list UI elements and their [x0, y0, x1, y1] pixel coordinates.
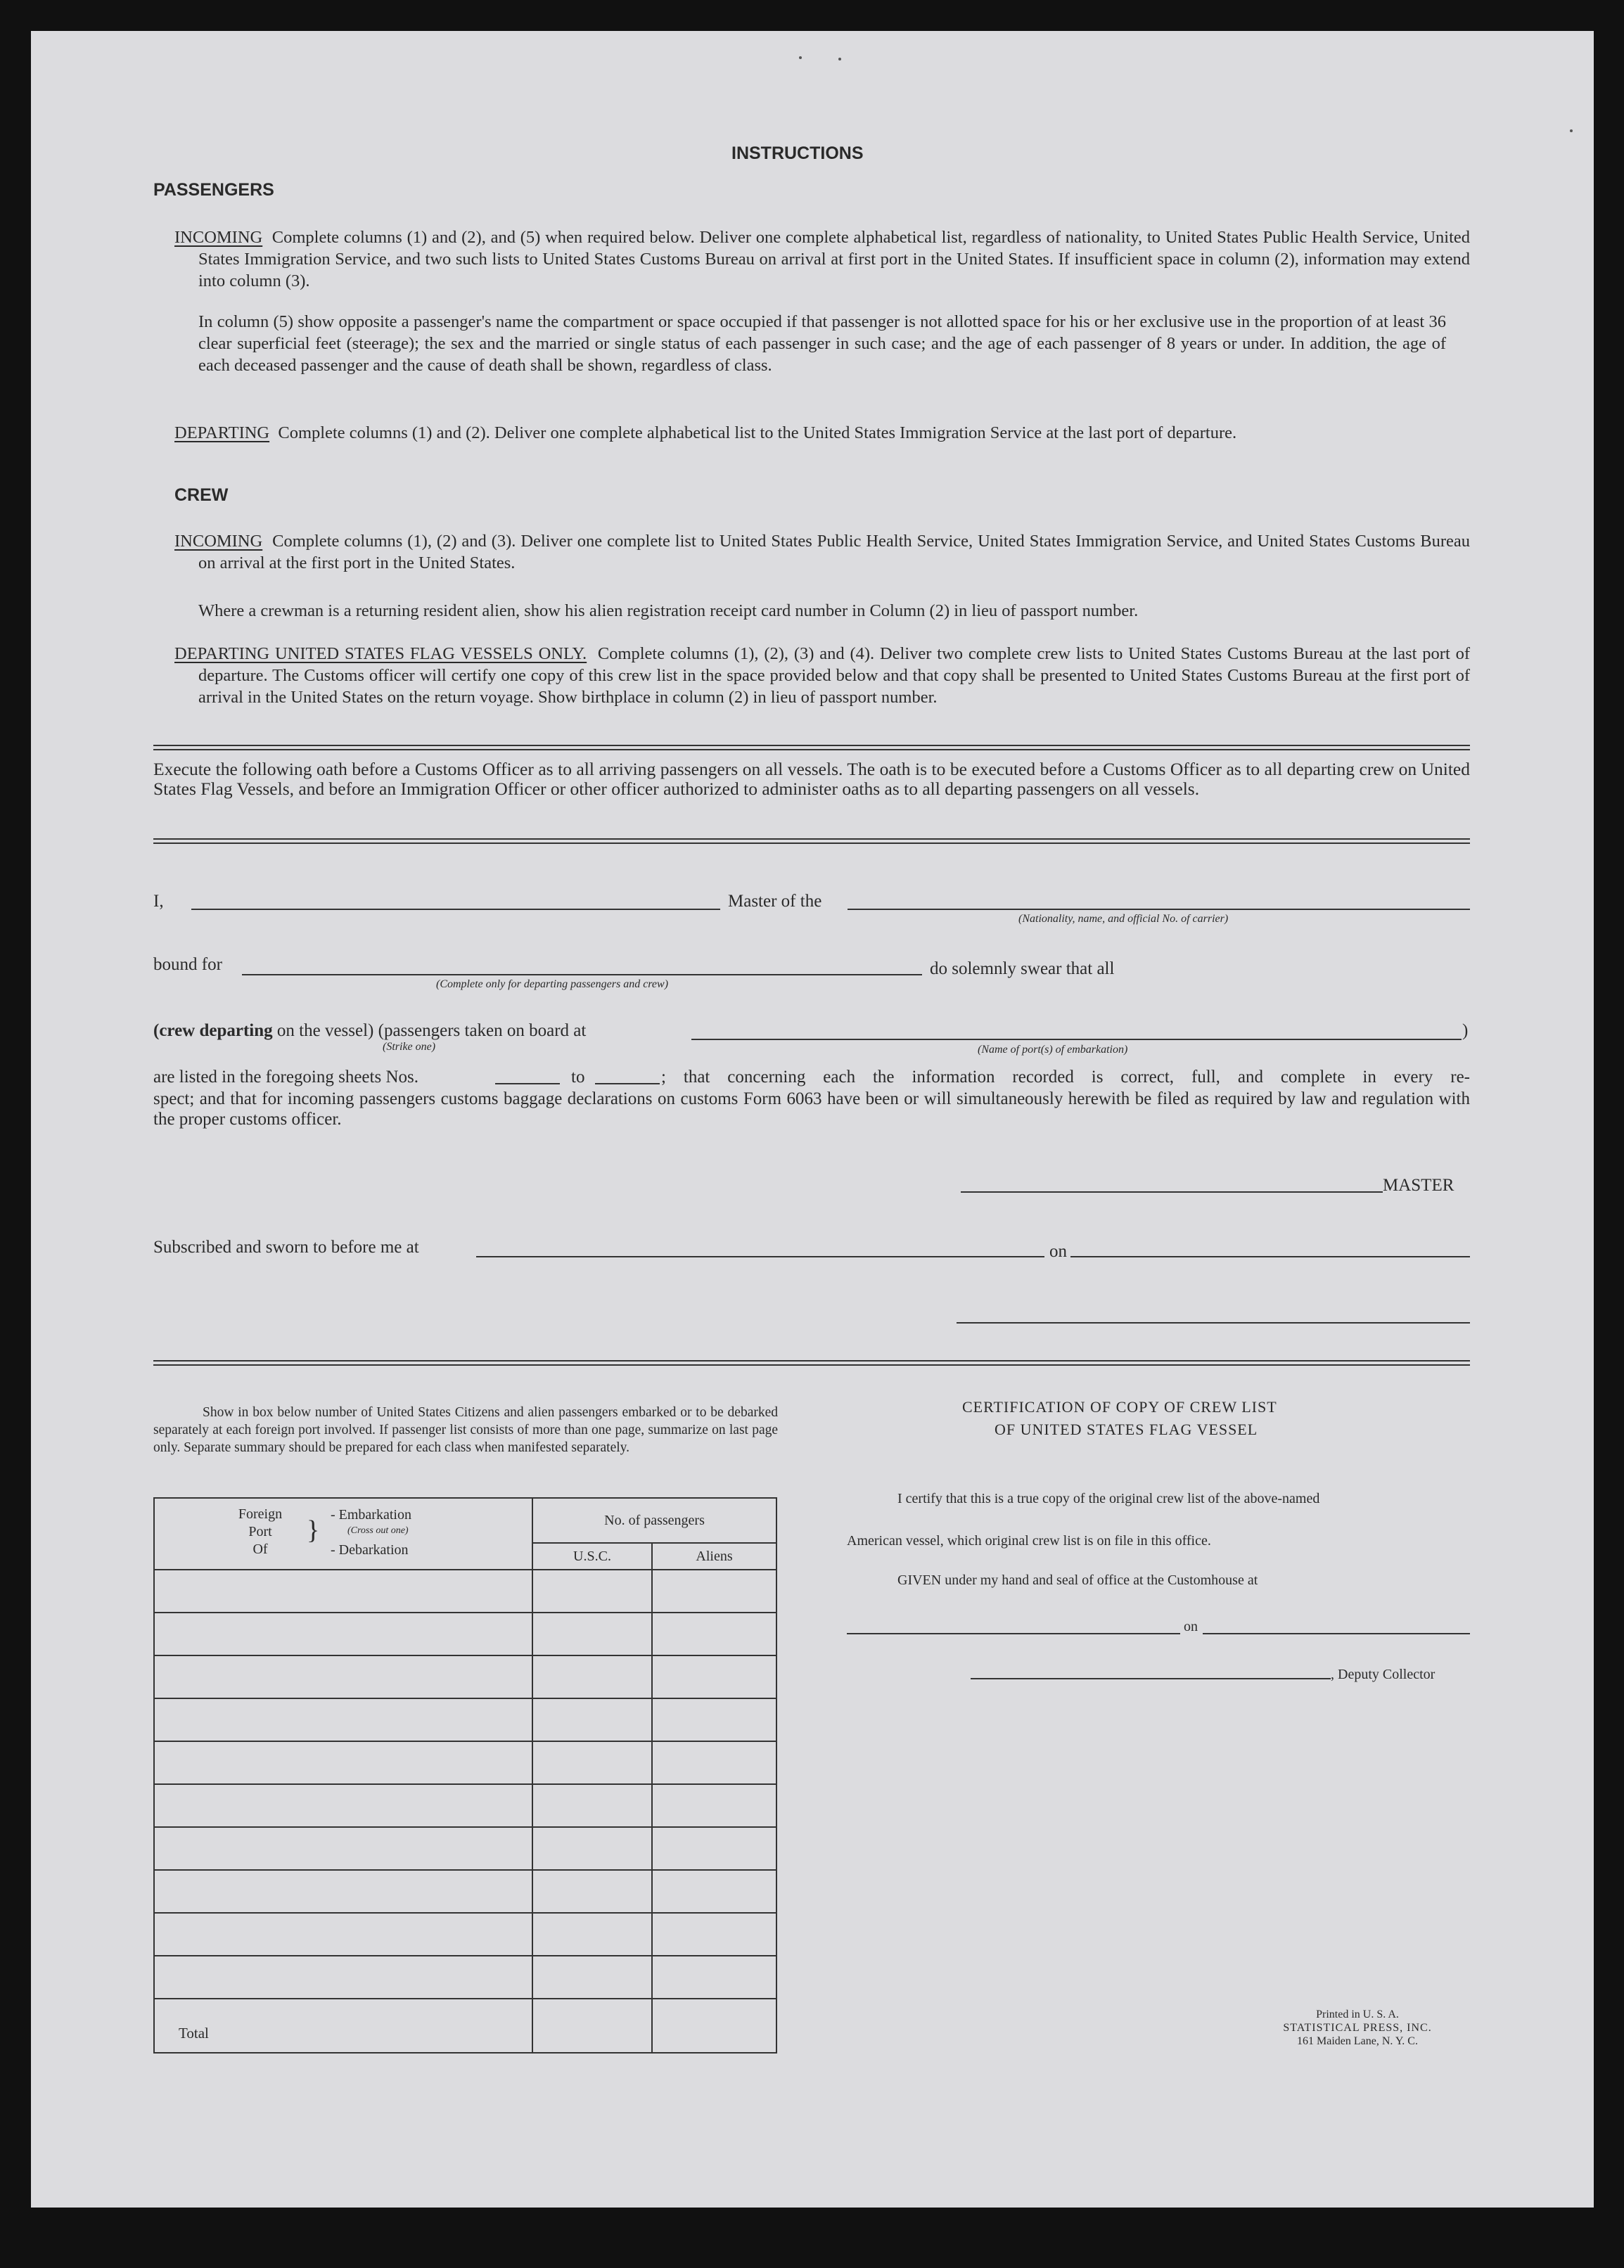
usc-cell[interactable] — [532, 1913, 652, 1956]
usc-cell[interactable] — [532, 1870, 652, 1913]
passengers-incoming-text: Complete columns (1) and (2), and (5) when required below. Deliver one complete alphabetical list, regardless of nationality, to United States Public Health Service, United States Immigration Service, and two such lists to United States Customs Bureau on arrival at first port in the United States. If insufficient space in column (2), information may extend into column (3). — [198, 228, 1470, 290]
usc-total-cell[interactable] — [532, 1999, 652, 2053]
carrier-field[interactable] — [848, 909, 1470, 910]
port-cell[interactable] — [154, 1784, 532, 1827]
certification-line-2: American vessel, which original crew list is on file in this office. — [847, 1533, 1211, 1549]
deputy-collector-label: , Deputy Collector — [1331, 1667, 1436, 1682]
passengers-departing-label: DEPARTING — [174, 423, 270, 442]
passengers-incoming-paragraph — [174, 226, 1470, 292]
passenger-summary-table — [153, 1497, 777, 2054]
port-cell[interactable] — [154, 1913, 532, 1956]
aliens-cell[interactable] — [652, 1655, 776, 1698]
crew-heading: CREW — [174, 485, 229, 505]
port-cell[interactable] — [154, 1956, 532, 1999]
certification-on-label: on — [1184, 1619, 1198, 1634]
bound-for-field[interactable] — [242, 974, 922, 975]
certification-title-1: CERTIFICATION OF COPY OF CREW LIST — [962, 1398, 1277, 1416]
embarkation-option[interactable]: - Embarkation — [331, 1507, 411, 1523]
to-label: to — [571, 1068, 585, 1087]
crew-departing-label: DEPARTING UNITED STATES FLAG VESSELS ONLY. — [174, 644, 587, 663]
usc-cell[interactable] — [532, 1827, 652, 1870]
ports-caption: (Name of port(s) of embarkation) — [978, 1044, 1128, 1056]
sheet-to-field[interactable] — [595, 1083, 660, 1084]
summary-instructions: Show in box below number of United States Citizens and alien passengers embarked or to be debarked separately at each foreign port involved. If passenger list consists of more than one page, summarize on last page only. Separate summary should be prepared for each class when manifested separately. — [153, 1405, 778, 1455]
speck — [838, 58, 841, 60]
port-cell[interactable] — [154, 1827, 532, 1870]
crew-incoming-text: Complete columns (1), (2) and (3). Deliver one complete list to United States Public Health Service, United States Immigration Service, and United States Customs Bureau on arrival at the first port in the United States. — [198, 532, 1471, 572]
divider-double — [153, 745, 1470, 750]
certification-line-3: GIVEN under my hand and seal of office at the Customhouse at — [897, 1572, 1258, 1588]
oath-i-label: I, — [153, 892, 164, 911]
close-paren: ) — [1462, 1021, 1469, 1040]
subscribed-date-field[interactable] — [1070, 1256, 1470, 1257]
strike-caption: (Strike one) — [383, 1041, 436, 1053]
aliens-cell[interactable] — [652, 1613, 776, 1655]
usc-cell[interactable] — [532, 1570, 652, 1613]
total-label: Total — [154, 1999, 532, 2053]
aliens-cell[interactable] — [652, 1827, 776, 1870]
customhouse-field[interactable] — [847, 1633, 1180, 1634]
embarkation-ports-field[interactable] — [691, 1039, 1462, 1040]
port-cell[interactable] — [154, 1741, 532, 1784]
passengers-heading: PASSENGERS — [153, 180, 274, 200]
usc-cell[interactable] — [532, 1784, 652, 1827]
officer-signature-field[interactable] — [957, 1322, 1470, 1324]
master-of-label: Master of the — [728, 892, 822, 911]
no-of-passengers-header: No. of passengers — [532, 1498, 776, 1543]
sheets-rest-text: ; that concerning each the information recorded is correct, full, and complete in every re- — [661, 1068, 1470, 1087]
master-name-field[interactable] — [191, 909, 720, 910]
column5-paragraph: In column (5) show opposite a passenger's name the compartment or space occupied if that passenger is not allotted space for his or her exclusive use in the proportion of at least 36 clear superficial feet (steerage); the sex and the married or single status of each passenger in such case; and the age of each passenger of 8 years or under. In addition, the age of each deceased passenger and the cause of death shall be shown, regardless of class. — [198, 312, 1446, 375]
carrier-caption: (Nationality, name, and official No. of carrier) — [1018, 913, 1229, 925]
foreign-port-of-label: Foreign Port Of — [238, 1506, 283, 1557]
resident-alien-paragraph: Where a crewman is a returning resident alien, show his alien registration receipt card number in Column (2) in lieu of passport number. — [198, 601, 1139, 620]
port-cell[interactable] — [154, 1698, 532, 1741]
certification-date-field[interactable] — [1203, 1633, 1470, 1634]
debarkation-option[interactable]: - Debarkation — [331, 1542, 409, 1558]
strike-option-crew: (crew departing — [153, 1021, 273, 1040]
deputy-collector-field[interactable] — [971, 1678, 1331, 1679]
sheets-label: are listed in the foregoing sheets Nos. — [153, 1068, 418, 1087]
bound-for-caption: (Complete only for departing passengers and crew) — [436, 978, 669, 990]
sheet-from-field[interactable] — [495, 1083, 560, 1084]
aliens-cell[interactable] — [652, 1956, 776, 1999]
certification-line-1: I certify that this is a true copy of the original crew list of the above-named — [897, 1491, 1320, 1506]
instructions-title: INSTRUCTIONS — [731, 143, 864, 163]
aliens-cell[interactable] — [652, 1698, 776, 1741]
divider-double — [153, 838, 1470, 844]
usc-cell[interactable] — [532, 1956, 652, 1999]
crew-departing-oath-label: (crew departing on the vessel) (passengers taken on board at — [153, 1021, 587, 1040]
aliens-cell[interactable] — [652, 1870, 776, 1913]
speck — [799, 56, 802, 59]
aliens-cell[interactable] — [652, 1913, 776, 1956]
swear-label: do solemnly swear that all — [930, 959, 1115, 978]
crew-incoming-paragraph — [174, 530, 1470, 574]
subscribed-place-field[interactable] — [476, 1256, 1044, 1257]
subscribed-label: Subscribed and sworn to before me at — [153, 1238, 419, 1257]
oath-intro: Execute the following oath before a Customs Officer as to all arriving passengers on all vessels. The oath is to be executed before a Customs Officer as to all departing crew on United States Flag Vessels, and before an Immigration Officer or other officer authorized to administer oaths as to all departing passengers on all vessels. — [153, 759, 1470, 799]
foreign-port-header — [154, 1498, 532, 1570]
brace-icon: } — [307, 1516, 320, 1545]
crew-incoming-label: INCOMING — [174, 532, 263, 551]
port-cell[interactable] — [154, 1613, 532, 1655]
usc-header: U.S.C. — [532, 1543, 652, 1570]
aliens-total-cell[interactable] — [652, 1999, 776, 2053]
usc-cell[interactable] — [532, 1613, 652, 1655]
subscribed-on-label: on — [1049, 1242, 1067, 1261]
port-cell[interactable] — [154, 1870, 532, 1913]
certification-title-2: OF UNITED STATES FLAG VESSEL — [995, 1421, 1258, 1438]
crew-departing-text: Complete columns (1), (2), (3) and (4). Deliver two complete crew lists to United States Customs Bureau at the last port of departure. The Customs officer will certify one copy of this crew list in the space provided below and that copy shall be presented to United States Customs Bureau at the first port of arrival in the United States on the return voyage. Show birthplace in column (2) in lieu of passport number. — [198, 644, 1470, 707]
usc-cell[interactable] — [532, 1698, 652, 1741]
divider-double — [153, 1360, 1470, 1366]
aliens-cell[interactable] — [652, 1570, 776, 1613]
passengers-departing-text: Complete columns (1) and (2). Deliver one complete alphabetical list to the United States Immigration Service at the last port of departure. — [278, 423, 1237, 442]
bound-for-label: bound for — [153, 955, 222, 974]
passengers-incoming-label: INCOMING — [174, 228, 263, 247]
passengers-departing-paragraph — [174, 422, 1470, 444]
aliens-cell[interactable] — [652, 1741, 776, 1784]
speck — [1570, 129, 1573, 132]
printer-imprint: Printed in U. S. A. STATISTICAL PRESS, INC. 161 Maiden Lane, N. Y. C. — [1283, 2008, 1432, 2047]
cross-out-caption: (Cross out one) — [347, 1525, 409, 1536]
aliens-header: Aliens — [652, 1543, 776, 1570]
usc-cell[interactable] — [532, 1655, 652, 1698]
aliens-cell[interactable] — [652, 1784, 776, 1827]
port-cell[interactable] — [154, 1655, 532, 1698]
port-cell[interactable] — [154, 1570, 532, 1613]
usc-cell[interactable] — [532, 1741, 652, 1784]
crew-departing-paragraph — [174, 643, 1470, 708]
master-signature-field[interactable] — [961, 1191, 1383, 1193]
oath-continuation: spect; and that for incoming passengers customs baggage declarations on customs Form 6063 have been or will simultaneously herewith be filed as required by law and regulation with the proper customs officer. — [153, 1089, 1470, 1129]
master-label: MASTER — [1383, 1176, 1454, 1195]
